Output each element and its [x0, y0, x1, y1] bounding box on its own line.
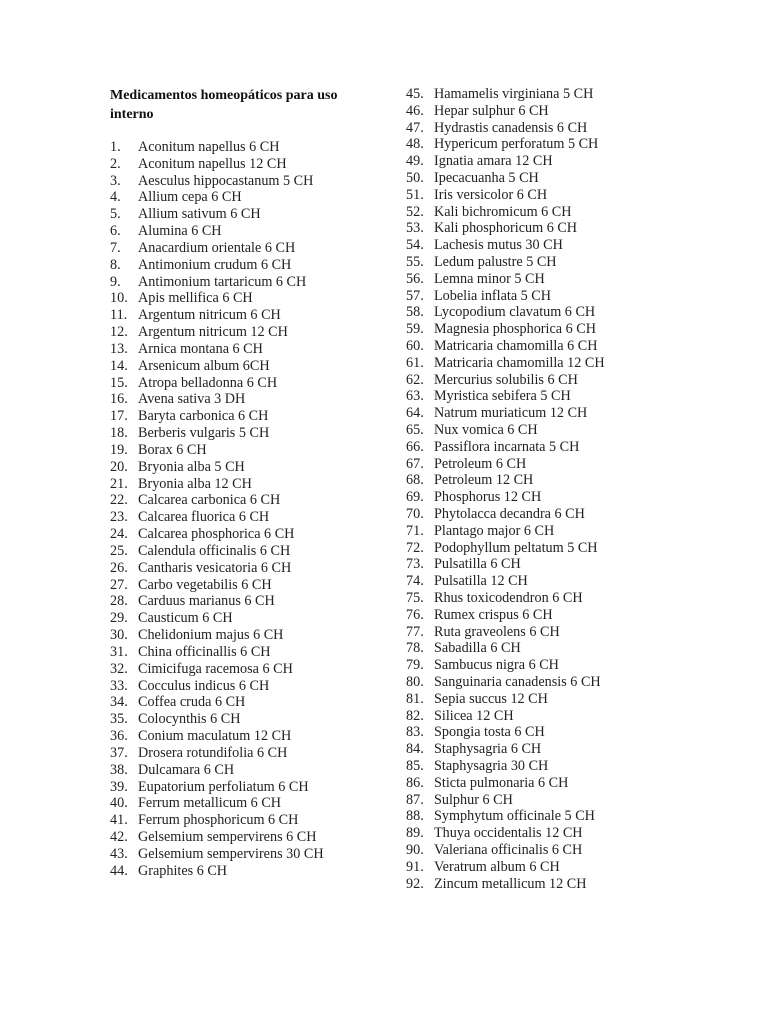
list-item-number: 68.: [406, 472, 424, 489]
list-item: [110, 745, 287, 762]
list-item-text: Nux vomica 6 CH: [434, 422, 538, 438]
list-item-number: 21.: [110, 475, 128, 492]
list-item-number: 36.: [110, 728, 128, 745]
list-item-number: 27.: [110, 576, 128, 593]
list-item-text: Kali bichromicum 6 CH: [434, 203, 572, 220]
list-item: [110, 274, 306, 291]
list-item-number: 67.: [406, 455, 424, 472]
list-item-number: 26.: [110, 559, 128, 576]
list-item: [110, 846, 324, 863]
list-item-number: 24.: [110, 526, 128, 543]
list-item-text: Phosphorus 12 CH: [434, 489, 542, 506]
list-item: [406, 456, 526, 473]
list-item: [110, 644, 271, 661]
list-item-number: 20.: [110, 458, 128, 475]
list-item-text: Argentum nitricum 6 CH: [138, 307, 281, 324]
list-item: [406, 808, 595, 825]
list-item-number: 81.: [406, 690, 424, 707]
list-item-text: Allium sativum 6 CH: [138, 206, 261, 223]
list-item: [110, 863, 227, 880]
list-item-text: Petroleum 6 CH: [434, 455, 527, 472]
list-item-number: 79.: [406, 657, 424, 674]
list-item-number: 78.: [406, 640, 424, 657]
list-item: [406, 422, 538, 439]
list-item-text: Hamamelis virginiana 5 CH: [434, 86, 594, 102]
list-item-text: Matricaria chamomilla 12 CH: [434, 354, 605, 371]
list-item: [110, 627, 283, 644]
list-item-number: 76.: [406, 606, 424, 623]
list-item-text: Sticta pulmonaria 6 CH: [434, 774, 569, 791]
list-item: [406, 321, 596, 338]
list-item-number: 3.: [110, 172, 121, 189]
list-item: [110, 375, 277, 392]
list-item-text: Cimicifuga racemosa 6 CH: [138, 660, 293, 677]
list-item-number: 60.: [406, 338, 424, 354]
list-item-number: 49.: [406, 153, 424, 170]
list-item-text: Atropa belladonna 6 CH: [138, 374, 278, 391]
list-item: [110, 829, 317, 846]
list-item-number: 7.: [110, 239, 121, 256]
list-item: [110, 543, 290, 560]
list-item: [406, 120, 587, 137]
list-item-text: Antimonium crudum 6 CH: [138, 256, 292, 273]
list-item: [110, 173, 313, 190]
list-item-number: 55.: [406, 254, 424, 270]
list-item-text: Berberis vulgaris 5 CH: [138, 425, 270, 442]
list-item-text: Baryta carbonica 6 CH: [138, 408, 269, 425]
list-item-text: Carbo vegetabilis 6 CH: [138, 576, 272, 593]
list-item-text: Arsenicum album 6CH: [138, 357, 270, 374]
list-item: [110, 694, 245, 711]
list-item-text: Bryonia alba 12 CH: [138, 475, 252, 492]
list-item: [406, 271, 545, 288]
list-item-number: 91.: [406, 858, 424, 875]
list-item: [406, 439, 579, 456]
list-item-text: Graphites 6 CH: [138, 862, 228, 879]
list-item-text: Antimonium tartaricum 6 CH: [138, 273, 307, 290]
list-item-text: Passiflora incarnata 5 CH: [434, 438, 580, 455]
list-item-text: Mercurius solubilis 6 CH: [434, 371, 578, 388]
list-item-number: 70.: [406, 506, 424, 522]
list-item-number: 34.: [110, 694, 128, 711]
list-item-number: 77.: [406, 623, 424, 640]
list-item-number: 14.: [110, 357, 128, 374]
list-item-number: 8.: [110, 256, 121, 273]
list-item-number: 72.: [406, 539, 424, 556]
list-item-text: Cantharis vesicatoria 6 CH: [138, 559, 292, 576]
list-item: [406, 640, 521, 657]
document-title: Medicamentos homeopáticos para uso interno: [110, 88, 338, 122]
list-item-number: 54.: [406, 237, 424, 254]
list-item: [110, 223, 222, 240]
list-item: [406, 355, 605, 372]
list-item-text: Chelidonium majus 6 CH: [138, 627, 284, 644]
list-item: [406, 136, 598, 153]
list-item-number: 74.: [406, 573, 424, 590]
list-item-number: 13.: [110, 340, 128, 357]
list-item-text: Calcarea phosphorica 6 CH: [138, 526, 295, 543]
list-item-number: 16.: [110, 391, 128, 408]
list-item: [406, 657, 559, 674]
list-item: [110, 795, 281, 812]
list-item: [406, 792, 513, 809]
list-item-text: Pulsatilla 12 CH: [434, 573, 528, 590]
list-item-text: Calcarea carbonica 6 CH: [138, 492, 281, 509]
list-item-text: Lobelia inflata 5 CH: [434, 287, 552, 304]
list-item: [406, 472, 533, 489]
list-item-text: Pulsatilla 6 CH: [434, 556, 521, 573]
list-item: [406, 624, 560, 641]
list-item-number: 9.: [110, 273, 121, 290]
list-item-number: 33.: [110, 677, 128, 694]
list-item: [110, 257, 291, 274]
list-item-text: Bryonia alba 5 CH: [138, 458, 245, 475]
list-item-text: Hydrastis canadensis 6 CH: [434, 119, 588, 136]
list-item-text: Carduus marianus 6 CH: [138, 593, 275, 610]
list-item-text: Thuya occidentalis 12 CH: [434, 825, 583, 842]
list-item-text: Lachesis mutus 30 CH: [434, 237, 563, 254]
list-item-number: 50.: [406, 170, 424, 186]
list-item: [406, 237, 563, 254]
list-item-number: 46.: [406, 102, 424, 119]
list-item-number: 47.: [406, 119, 424, 136]
list-item-number: 43.: [110, 845, 128, 862]
list-item-text: Lemna minor 5 CH: [434, 270, 545, 287]
list-item: [110, 408, 268, 425]
list-item-number: 63.: [406, 388, 424, 405]
list-item-text: Sepia succus 12 CH: [434, 690, 548, 707]
list-item: [406, 405, 587, 422]
list-item-number: 52.: [406, 203, 424, 220]
list-item-text: Petroleum 12 CH: [434, 472, 534, 489]
list-item-text: Zincum metallicum 12 CH: [434, 875, 587, 892]
list-item-text: Phytolacca decandra 6 CH: [434, 506, 585, 522]
list-item-number: 25.: [110, 542, 128, 559]
list-item: [406, 86, 593, 103]
list-item-text: Kali phosphoricum 6 CH: [434, 220, 578, 237]
list-item-text: Magnesia phosphorica 6 CH: [434, 321, 596, 338]
list-item-text: Anacardium orientale 6 CH: [138, 239, 296, 256]
list-item: [110, 661, 293, 678]
list-item-number: 73.: [406, 556, 424, 573]
list-item-text: Avena sativa 3 DH: [138, 391, 246, 408]
list-item: [406, 708, 514, 725]
list-item-text: Conium maculatum 12 CH: [138, 728, 292, 745]
list-item-number: 42.: [110, 829, 128, 846]
list-item-number: 40.: [110, 795, 128, 812]
list-item: [110, 492, 280, 509]
list-item-text: Valeriana officinalis 6 CH: [434, 842, 583, 858]
list-item: [110, 762, 234, 779]
list-item-text: Ipecacuanha 5 CH: [434, 170, 539, 186]
list-item-text: Aconitum napellus 6 CH: [138, 139, 280, 155]
list-item-number: 66.: [406, 438, 424, 455]
list-item-number: 82.: [406, 707, 424, 724]
list-item: [110, 526, 294, 543]
list-item-number: 17.: [110, 408, 128, 425]
list-item-text: Gelsemium sempervirens 6 CH: [138, 829, 317, 846]
list-item-number: 22.: [110, 492, 128, 509]
list-item-number: 29.: [110, 610, 128, 627]
list-item-number: 18.: [110, 425, 128, 442]
list-item-number: 53.: [406, 220, 424, 237]
list-item-number: 2.: [110, 155, 121, 172]
list-item: [406, 741, 541, 758]
list-item-number: 6.: [110, 223, 121, 240]
list-item: [406, 590, 583, 607]
list-item-text: Staphysagria 6 CH: [434, 741, 542, 758]
list-item: [406, 825, 583, 842]
list-item-text: Hypericum perforatum 5 CH: [434, 136, 599, 153]
list-item-number: 37.: [110, 744, 128, 761]
list-item: [406, 204, 572, 221]
list-item-number: 30.: [110, 627, 128, 644]
list-item-text: Allium cepa 6 CH: [138, 189, 242, 206]
list-item: [406, 523, 554, 540]
list-item-text: Gelsemium sempervirens 30 CH: [138, 845, 324, 862]
list-item-number: 83.: [406, 724, 424, 741]
list-item-number: 59.: [406, 321, 424, 338]
list-item-text: Calcarea fluorica 6 CH: [138, 509, 270, 526]
list-item: [406, 254, 557, 271]
list-item-number: 44.: [110, 862, 128, 879]
list-item: [406, 775, 568, 792]
list-item-text: Ferrum phosphoricum 6 CH: [138, 812, 299, 829]
list-item-text: Silicea 12 CH: [434, 707, 514, 724]
list-item: [110, 577, 272, 594]
list-item: [406, 506, 585, 523]
list-item-number: 12.: [110, 324, 128, 341]
list-item: [406, 607, 553, 624]
list-item-text: Calendula officinalis 6 CH: [138, 542, 291, 559]
list-item: [406, 103, 549, 120]
list-item-number: 31.: [110, 643, 128, 660]
list-item-number: 65.: [406, 422, 424, 438]
list-item-text: Rhus toxicodendron 6 CH: [434, 590, 583, 606]
list-item: [110, 442, 207, 459]
list-item: [406, 573, 528, 590]
list-item-text: Arnica montana 6 CH: [138, 340, 263, 357]
list-item-number: 5.: [110, 206, 121, 223]
list-item-number: 80.: [406, 674, 424, 690]
list-item: [406, 842, 582, 859]
list-item-text: Plantago major 6 CH: [434, 522, 555, 539]
list-item-number: 90.: [406, 842, 424, 858]
list-item-text: Colocynthis 6 CH: [138, 711, 241, 728]
list-item: [110, 206, 261, 223]
list-item-text: Sambucus nigra 6 CH: [434, 657, 559, 674]
list-item-number: 41.: [110, 812, 128, 829]
list-item-text: Ferrum metallicum 6 CH: [138, 795, 282, 812]
list-item-text: Rumex crispus 6 CH: [434, 606, 553, 623]
list-item-number: 48.: [406, 136, 424, 153]
list-item-text: Causticum 6 CH: [138, 610, 233, 627]
list-item-number: 15.: [110, 374, 128, 391]
list-item-number: 32.: [110, 660, 128, 677]
list-item: [110, 728, 291, 745]
list-item-number: 75.: [406, 590, 424, 606]
list-item-text: Borax 6 CH: [138, 441, 207, 458]
list-item: [406, 674, 601, 691]
list-item: [406, 489, 541, 506]
list-item-number: 84.: [406, 741, 424, 758]
list-item-number: 28.: [110, 593, 128, 610]
list-item: [110, 779, 309, 796]
list-item: [406, 691, 548, 708]
list-item: [406, 859, 560, 876]
list-item-number: 62.: [406, 371, 424, 388]
list-item-text: Lycopodium clavatum 6 CH: [434, 304, 596, 321]
list-item-text: Veratrum album 6 CH: [434, 858, 560, 875]
list-item-text: Podophyllum peltatum 5 CH: [434, 539, 598, 556]
list-item: [406, 153, 553, 170]
list-item-number: 35.: [110, 711, 128, 728]
list-item: [406, 372, 578, 389]
list-item-number: 38.: [110, 761, 128, 778]
list-item-number: 19.: [110, 441, 128, 458]
list-item-text: China officinallis 6 CH: [138, 643, 271, 660]
list-item: [406, 170, 539, 187]
list-item-number: 11.: [110, 307, 128, 324]
list-item-number: 71.: [406, 522, 424, 539]
list-item-text: Ledum palustre 5 CH: [434, 254, 557, 270]
list-item: [110, 711, 240, 728]
list-item-number: 64.: [406, 405, 424, 422]
list-item: [406, 724, 545, 741]
list-item-text: Drosera rotundifolia 6 CH: [138, 744, 288, 761]
list-item-number: 39.: [110, 778, 128, 795]
list-item: [110, 459, 245, 476]
list-item-text: Sabadilla 6 CH: [434, 640, 521, 657]
list-item: [406, 304, 595, 321]
list-item-number: 51.: [406, 186, 424, 203]
list-item: [110, 425, 269, 442]
list-item: [110, 560, 291, 577]
list-item: [110, 509, 269, 526]
list-item: [110, 476, 252, 493]
list-item-number: 86.: [406, 774, 424, 791]
list-item-text: Natrum muriaticum 12 CH: [434, 405, 588, 422]
list-item: [110, 324, 288, 341]
list-item: [110, 307, 281, 324]
list-item-number: 10.: [110, 290, 128, 307]
list-item: [110, 358, 270, 375]
list-item-number: 61.: [406, 354, 424, 371]
list-item-text: Dulcamara 6 CH: [138, 761, 235, 778]
list-item: [110, 240, 295, 257]
list-item-number: 1.: [110, 139, 121, 155]
list-item-text: Aconitum napellus 12 CH: [138, 155, 287, 172]
list-item-number: 45.: [406, 86, 424, 102]
list-item-number: 57.: [406, 287, 424, 304]
list-item-text: Coffea cruda 6 CH: [138, 694, 246, 711]
list-item-text: Hepar sulphur 6 CH: [434, 102, 549, 119]
list-item-text: Alumina 6 CH: [138, 223, 222, 240]
list-item-number: 56.: [406, 270, 424, 287]
list-item: [406, 876, 587, 893]
list-item-number: 92.: [406, 875, 424, 892]
list-item-text: Staphysagria 30 CH: [434, 758, 549, 774]
list-item: [110, 610, 233, 627]
list-item-text: Eupatorium perfoliatum 6 CH: [138, 778, 309, 795]
list-item: [406, 288, 551, 305]
list-item-text: Myristica sebifera 5 CH: [434, 388, 571, 405]
list-item-text: Matricaria chamomilla 6 CH: [434, 338, 598, 354]
list-item: [406, 758, 548, 775]
list-item: [406, 540, 598, 557]
list-item-text: Sulphur 6 CH: [434, 791, 513, 808]
list-item: [110, 593, 275, 610]
list-item: [110, 189, 242, 206]
list-item-number: 23.: [110, 509, 128, 526]
list-item: [110, 678, 269, 695]
list-item-text: Aesculus hippocastanum 5 CH: [138, 172, 314, 189]
list-item-text: Cocculus indicus 6 CH: [138, 677, 270, 694]
list-item-number: 88.: [406, 808, 424, 825]
list-item: [406, 187, 547, 204]
list-item-number: 89.: [406, 825, 424, 842]
list-item: [406, 220, 577, 237]
list-item-number: 87.: [406, 791, 424, 808]
list-item-text: Apis mellifica 6 CH: [138, 290, 253, 307]
list-item: [110, 341, 263, 358]
list-item: [110, 812, 298, 829]
list-item: [406, 338, 598, 355]
list-item: [110, 139, 279, 156]
list-item-text: Spongia tosta 6 CH: [434, 724, 545, 741]
list-item-text: Symphytum officinale 5 CH: [434, 808, 595, 825]
list-item-text: Ignatia amara 12 CH: [434, 153, 553, 170]
list-item-text: Iris versicolor 6 CH: [434, 186, 548, 203]
list-item: [110, 156, 287, 173]
list-item-text: Argentum nitricum 12 CH: [138, 324, 288, 341]
list-item-number: 69.: [406, 489, 424, 506]
list-item: [406, 556, 521, 573]
list-item: [110, 391, 245, 408]
list-item-text: Ruta graveolens 6 CH: [434, 623, 560, 640]
list-item-number: 85.: [406, 758, 424, 774]
list-item: [406, 388, 571, 405]
list-item-number: 4.: [110, 189, 121, 206]
list-item: [110, 290, 253, 307]
list-item-number: 58.: [406, 304, 424, 321]
list-item-text: Sanguinaria canadensis 6 CH: [434, 674, 601, 690]
